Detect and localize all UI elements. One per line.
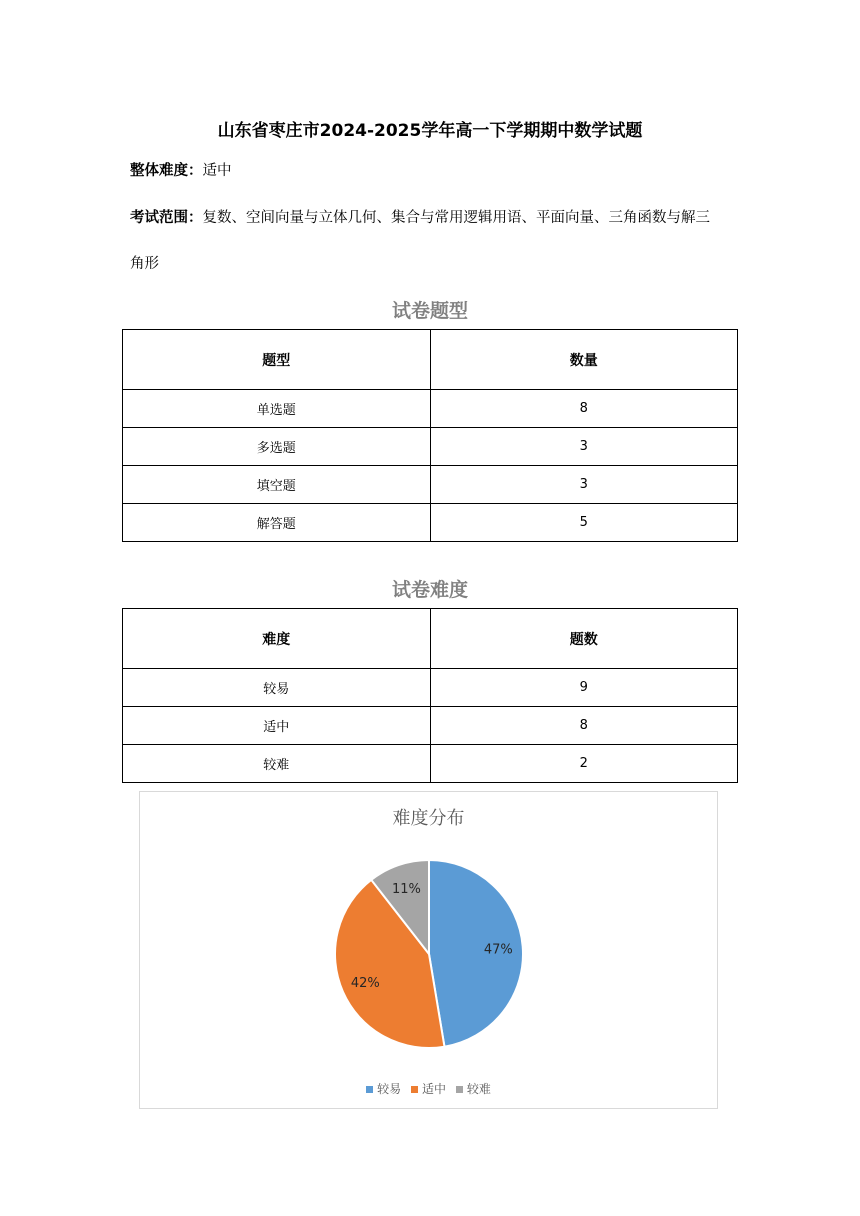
legend-item-medium [411, 1082, 446, 1096]
legend-label: 较难 [466, 1082, 491, 1096]
cell-level: 较易 [123, 669, 431, 707]
difficulty-table [122, 608, 738, 783]
cell-count: 2 [430, 745, 738, 783]
difficulty-section-title: 试卷难度 [391, 579, 468, 601]
legend-label: 适中 [421, 1082, 446, 1096]
cell-type: 多选题 [123, 428, 431, 466]
difficulty-value: 适中 [202, 163, 232, 179]
cell-count: 8 [430, 390, 738, 428]
pie-svg [140, 792, 717, 1108]
table-row [123, 707, 738, 745]
cell-level: 适中 [123, 707, 431, 745]
table-row [123, 466, 738, 504]
pie-data-label: 47% [483, 942, 513, 958]
pie-data-label: 11% [391, 882, 421, 898]
pie-data-label: 42% [350, 975, 380, 991]
header-type: 题型 [123, 330, 431, 390]
header-count: 数量 [430, 330, 738, 390]
cell-type: 填空题 [123, 466, 431, 504]
legend-swatch [366, 1086, 373, 1093]
header-level: 难度 [123, 609, 431, 669]
cell-count: 8 [430, 707, 738, 745]
exam-scope-continued [130, 253, 159, 275]
cell-count: 9 [430, 669, 738, 707]
table-header-row [123, 609, 738, 669]
overall-difficulty [130, 160, 232, 182]
legend-swatch [411, 1086, 418, 1093]
legend-item-hard [456, 1082, 491, 1096]
cell-count: 5 [430, 504, 738, 542]
header-count: 题数 [430, 609, 738, 669]
scope-value-line2: 角形 [130, 256, 159, 272]
question-types-title: 试卷题型 [391, 300, 468, 322]
table-header-row [123, 330, 738, 390]
cell-count: 3 [430, 428, 738, 466]
table-row [123, 669, 738, 707]
cell-type: 解答题 [123, 504, 431, 542]
scope-label: 考试范围： [130, 210, 203, 226]
legend-item-easy [366, 1082, 401, 1096]
scope-value-line1: 复数、空间向量与立体几何、集合与常用逻辑用语、平面向量、三角函数与解三 [202, 210, 710, 226]
document-title: 山东省枣庄市2024-2025学年高一下学期期中数学试题 [217, 121, 643, 141]
cell-type: 单选题 [123, 390, 431, 428]
difficulty-label: 整体难度： [130, 163, 203, 179]
exam-scope [130, 207, 710, 229]
cell-level: 较难 [123, 745, 431, 783]
legend-swatch [456, 1086, 463, 1093]
difficulty-pie-chart [139, 791, 718, 1109]
question-types-table [122, 329, 738, 542]
legend-label: 较易 [377, 1082, 402, 1096]
table-row [123, 745, 738, 783]
table-row [123, 504, 738, 542]
table-row [123, 428, 738, 466]
table-row [123, 390, 738, 428]
cell-count: 3 [430, 466, 738, 504]
chart-title: 难度分布 [392, 808, 465, 829]
chart-legend [140, 1080, 717, 1097]
